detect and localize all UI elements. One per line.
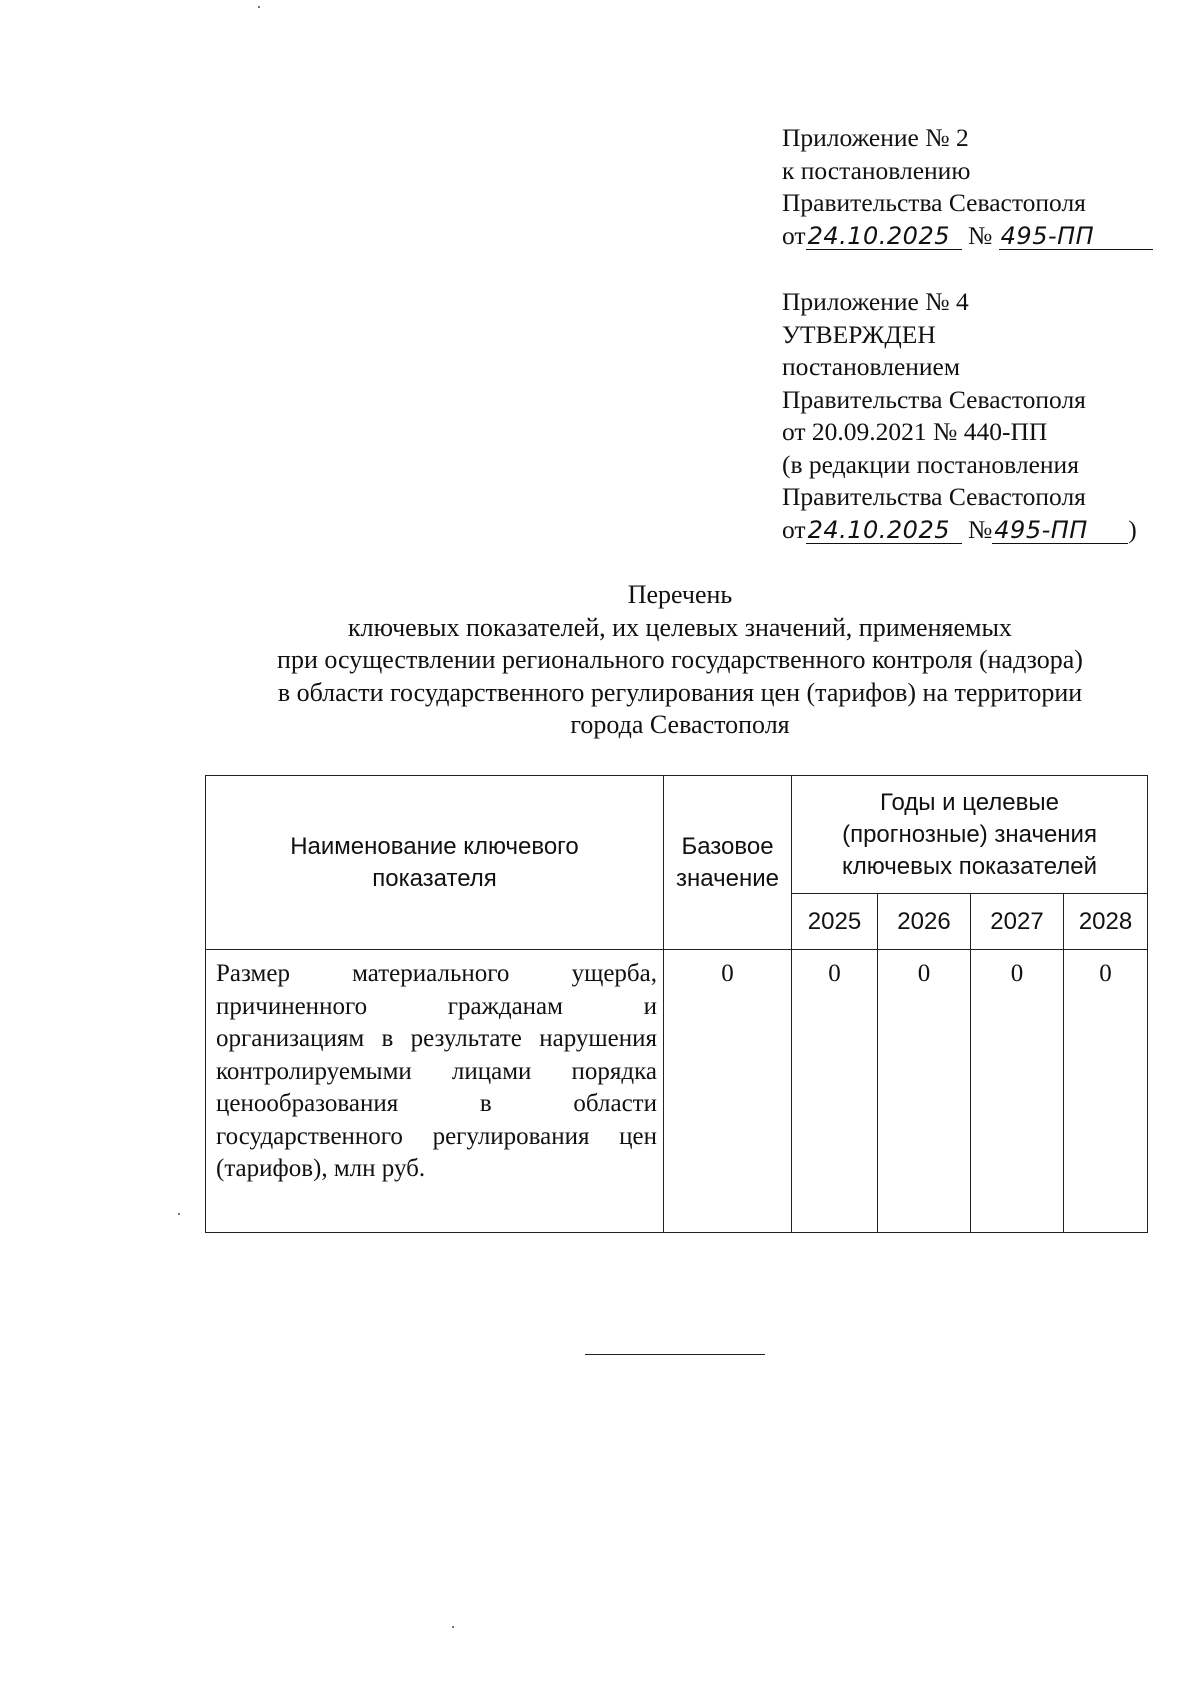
year-value-cell: 0	[1064, 950, 1148, 1233]
title-line: в области государственного регулирования цен (тарифов) на территории	[277, 677, 1083, 707]
appendix-line: Приложение № 4	[782, 287, 969, 316]
appendix-line: Приложение № 2	[782, 123, 969, 152]
year-value-cell: 0	[971, 950, 1064, 1233]
handwritten-date: 24.10.2025	[806, 517, 962, 544]
header-year: 2025	[792, 894, 878, 950]
appendix-line: от 20.09.2021 № 440-ПП	[782, 417, 1048, 446]
year-value-cell: 0	[878, 950, 971, 1233]
appendix-original-block	[782, 286, 1182, 546]
closing-parenthesis: )	[1128, 514, 1137, 544]
scan-speck	[258, 6, 260, 8]
header-year: 2028	[1064, 894, 1148, 950]
title-line: при осуществлении регионального государственного контроля (надзора)	[277, 645, 1083, 674]
appendix-line: постановлением	[782, 352, 961, 381]
number-prefix: №	[967, 514, 993, 544]
appendix-line: к постановлению	[782, 155, 971, 185]
handwritten-number: 495-ПП	[992, 517, 1128, 544]
appendix-line: (в редакции постановления	[782, 449, 1079, 479]
appendix-line: Правительства Севастополя	[782, 188, 1086, 217]
end-separator-line	[585, 1354, 765, 1355]
handwritten-date: 24.10.2025	[806, 223, 962, 250]
scan-speck	[452, 1626, 454, 1628]
title-line: Перечень	[627, 580, 733, 609]
title-line: города Севастополя	[570, 710, 790, 739]
year-value-cell: 0	[792, 950, 878, 1233]
scan-speck	[178, 1213, 180, 1215]
header-base-column: Базовое значение	[664, 776, 792, 950]
appendix-line: Правительства Севастополя	[782, 482, 1086, 511]
indicator-name-cell: Размер материального ущерба, причиненного гражданам и организациям в результате нарушения контролируемыми лицами порядка ценообразования в области государственного регулирования цен (тарифов), млн руб.	[206, 950, 664, 1233]
base-value-cell: 0	[664, 950, 792, 1233]
appendix-line: УТВЕРЖДЕН	[782, 319, 936, 349]
appendix-current-block	[782, 122, 1182, 252]
header-name-column: Наименование ключевого показателя	[206, 776, 664, 950]
header-years-group: Годы и целевые (прогнозные) значения ключевых показателей	[792, 776, 1148, 894]
date-prefix: от	[782, 514, 806, 544]
table-row	[206, 950, 1148, 1233]
handwritten-number: 495-ПП	[999, 223, 1153, 250]
appendix-line: Правительства Севастополя	[782, 384, 1086, 414]
date-prefix: от	[782, 220, 806, 250]
document-title	[200, 579, 1160, 742]
number-prefix: №	[967, 220, 993, 250]
header-year: 2026	[878, 894, 971, 950]
header-year: 2027	[971, 894, 1064, 950]
appendix-date-line	[782, 514, 1182, 547]
title-line: ключевых показателей, их целевых значений, применяемых	[348, 612, 1012, 642]
kpi-table	[205, 775, 1148, 1233]
appendix-date-line	[782, 220, 1182, 253]
